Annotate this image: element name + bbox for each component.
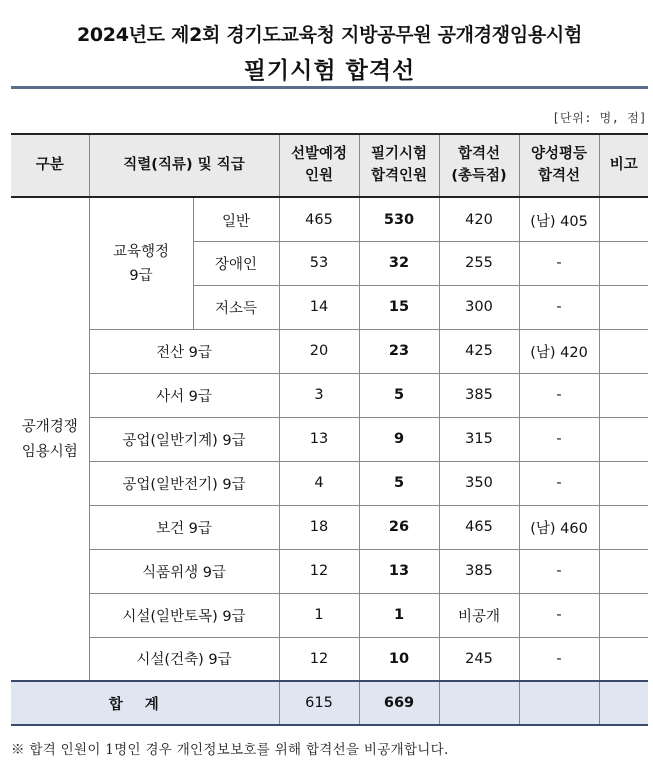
planned-cell: 13 <box>279 417 359 461</box>
header-gender-cutoff: 양성평등 합격선 <box>519 134 599 197</box>
passed-cell: 26 <box>359 505 439 549</box>
page-title: 2024년도 제2회 경기도교육청 지방공무원 공개경쟁임용시험 <box>76 24 583 46</box>
table-header-row <box>11 134 648 197</box>
passed-cell: 530 <box>359 197 439 241</box>
planned-cell: 14 <box>279 285 359 329</box>
cutoff-cell: 비공개 <box>439 593 519 637</box>
planned-cell: 3 <box>279 373 359 417</box>
total-remark <box>599 681 648 725</box>
table-row <box>11 549 648 593</box>
cutoff-cell: 465 <box>439 505 519 549</box>
remark-cell <box>599 593 648 637</box>
remark-cell <box>599 461 648 505</box>
passed-cell: 15 <box>359 285 439 329</box>
page-subtitle: 필기시험 합격선 <box>243 58 416 84</box>
gender-cutoff-cell: (남) 405 <box>519 197 599 241</box>
cutoff-cell: 245 <box>439 637 519 681</box>
header-remark: 비고 <box>599 134 648 197</box>
passed-cell: 1 <box>359 593 439 637</box>
cutoff-cell: 315 <box>439 417 519 461</box>
table-row <box>11 505 648 549</box>
cutoff-cell: 350 <box>439 461 519 505</box>
position-name: 전산 9급 <box>89 329 279 373</box>
remark-cell <box>599 417 648 461</box>
gender-cutoff-cell: - <box>519 285 599 329</box>
gender-cutoff-cell: (남) 460 <box>519 505 599 549</box>
gender-cutoff-cell: - <box>519 373 599 417</box>
gender-cutoff-cell: - <box>519 461 599 505</box>
header-position: 직렬(직류) 및 직급 <box>89 134 279 197</box>
remark-cell <box>599 549 648 593</box>
planned-cell: 12 <box>279 549 359 593</box>
passed-cell: 9 <box>359 417 439 461</box>
passed-cell: 5 <box>359 373 439 417</box>
cutoff-cell: 385 <box>439 549 519 593</box>
position-name: 공업(일반전기) 9급 <box>89 461 279 505</box>
position-name: 공업(일반기계) 9급 <box>89 417 279 461</box>
total-cutoff <box>439 681 519 725</box>
total-label: 합계 <box>11 681 279 725</box>
gender-cutoff-cell: - <box>519 417 599 461</box>
header-passed: 필기시험 합격인원 <box>359 134 439 197</box>
cutoff-cell: 385 <box>439 373 519 417</box>
planned-cell: 465 <box>279 197 359 241</box>
table-row <box>11 637 648 681</box>
remark-cell <box>599 197 648 241</box>
category-cell: 공개경쟁 임용시험 <box>11 197 89 681</box>
total-row <box>11 681 648 725</box>
sub-row-name: 장애인 <box>193 241 279 285</box>
passed-cell: 13 <box>359 549 439 593</box>
planned-cell: 18 <box>279 505 359 549</box>
footnote: ※ 합격 인원이 1명인 경우 개인정보보호를 위해 합격선을 비공개합니다. <box>11 742 449 758</box>
position-name: 사서 9급 <box>89 373 279 417</box>
unit-label: [단위: 명, 점] <box>552 111 647 125</box>
header-cutoff: 합격선 (총득점) <box>439 134 519 197</box>
table-row <box>11 373 648 417</box>
position-name: 식품위생 9급 <box>89 549 279 593</box>
passed-cell: 32 <box>359 241 439 285</box>
total-planned: 615 <box>279 681 359 725</box>
position-name: 보건 9급 <box>89 505 279 549</box>
gender-cutoff-cell: - <box>519 241 599 285</box>
passed-cell: 23 <box>359 329 439 373</box>
planned-cell: 53 <box>279 241 359 285</box>
cutoff-cell: 420 <box>439 197 519 241</box>
cutoff-cell: 300 <box>439 285 519 329</box>
table-row <box>11 417 648 461</box>
title-divider <box>11 86 648 89</box>
planned-cell: 4 <box>279 461 359 505</box>
total-passed: 669 <box>359 681 439 725</box>
remark-cell <box>599 241 648 285</box>
table-row <box>11 329 648 373</box>
sub-row-name: 저소득 <box>193 285 279 329</box>
gender-cutoff-cell: - <box>519 593 599 637</box>
total-gender-cutoff <box>519 681 599 725</box>
remark-cell <box>599 637 648 681</box>
remark-cell <box>599 505 648 549</box>
passed-cell: 5 <box>359 461 439 505</box>
position-name: 시설(건축) 9급 <box>89 637 279 681</box>
planned-cell: 20 <box>279 329 359 373</box>
planned-cell: 12 <box>279 637 359 681</box>
gender-cutoff-cell: - <box>519 549 599 593</box>
group-cell: 교육행정 9급 <box>89 197 193 329</box>
header-category: 구분 <box>11 134 89 197</box>
table-row <box>11 593 648 637</box>
cutoff-cell: 255 <box>439 241 519 285</box>
remark-cell <box>599 285 648 329</box>
gender-cutoff-cell: (남) 420 <box>519 329 599 373</box>
planned-cell: 1 <box>279 593 359 637</box>
sub-row-name: 일반 <box>193 197 279 241</box>
cutoff-cell: 425 <box>439 329 519 373</box>
remark-cell <box>599 329 648 373</box>
title-box <box>11 8 648 88</box>
remark-cell <box>599 373 648 417</box>
gender-cutoff-cell: - <box>519 637 599 681</box>
results-table <box>11 133 648 726</box>
table-row <box>11 197 648 241</box>
passed-cell: 10 <box>359 637 439 681</box>
position-name: 시설(일반토목) 9급 <box>89 593 279 637</box>
table-row <box>11 461 648 505</box>
header-planned: 선발예정 인원 <box>279 134 359 197</box>
